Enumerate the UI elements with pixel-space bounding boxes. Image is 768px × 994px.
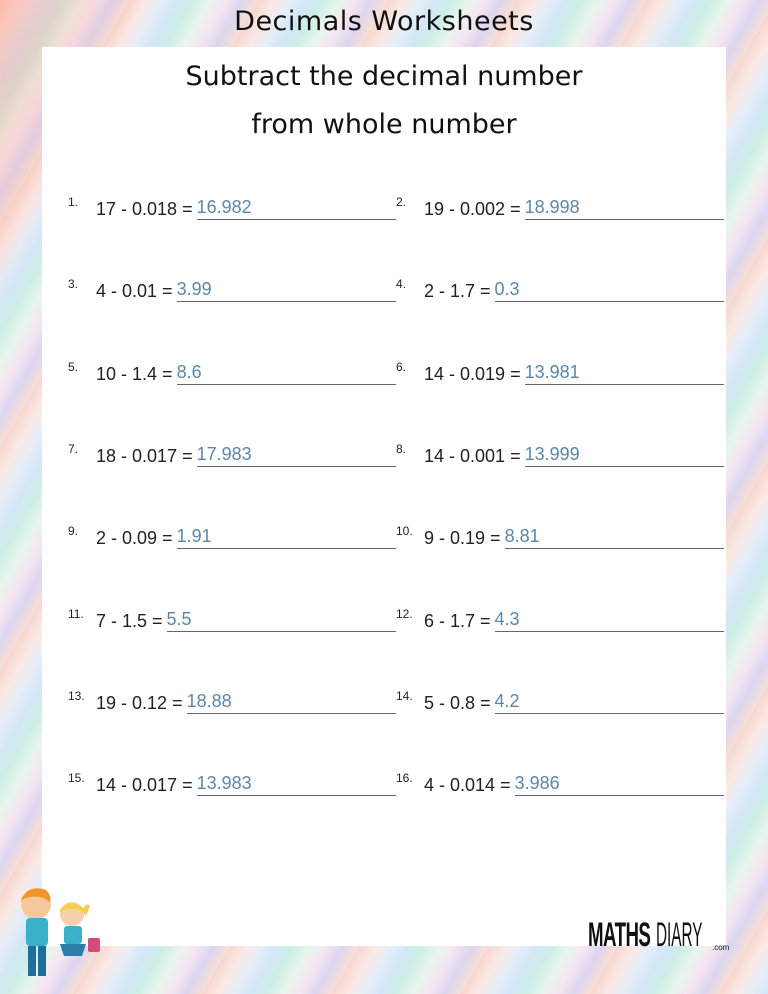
problem-expression: 18 - 0.017 = [96,445,193,466]
kids-illustration [8,882,112,986]
problem-number: 14. [396,688,413,703]
problem-item [68,524,378,554]
answer-field[interactable]: 5.5 [167,609,396,632]
problem-equation [96,197,396,220]
problem-number: 11. [68,606,84,621]
problem-equation [424,197,724,220]
problem-item [68,277,378,307]
problem-expression: 9 - 0.19 = [424,528,501,549]
answer-field[interactable]: 13.983 [197,773,396,796]
problem-expression: 19 - 0.002 = [424,199,521,219]
problem-number: 4. [396,277,407,292]
problem-equation [96,526,396,549]
problem-expression: 17 - 0.018 = [96,199,193,219]
problem-item [396,524,706,554]
problem-expression: 14 - 0.001 = [424,445,521,466]
answer-field[interactable]: 18.998 [525,197,724,220]
answer-field[interactable]: 16.982 [197,197,396,220]
problem-item [68,607,378,637]
problem-expression: 7 - 1.5 = [96,610,163,631]
problem-number: 10. [396,524,413,539]
worksheet-title-line1: Subtract the decimal number [185,61,583,92]
problem-item [68,442,378,472]
problem-number: 2. [396,195,407,209]
problem-item [68,195,378,225]
problem-item [396,771,706,801]
problem-item [396,195,706,225]
problem-equation [424,526,724,549]
problem-expression: 14 - 0.017 = [96,775,193,796]
problem-number: 8. [396,441,407,456]
problem-equation [96,609,396,632]
problem-number: 5. [68,359,79,374]
problem-equation [96,773,396,796]
answer-field[interactable]: 0.3 [495,279,724,302]
problem-item [396,689,706,719]
problem-expression: 14 - 0.019 = [424,363,521,384]
problem-expression: 4 - 0.014 = [424,775,511,796]
answer-field[interactable]: 4.2 [495,691,724,714]
logo-bold-text: MATHS [588,916,651,954]
answer-field[interactable]: 18.88 [187,691,396,714]
answer-field[interactable]: 13.999 [525,444,724,467]
problem-item [68,360,378,390]
logo-light-text: DIARY [656,916,703,954]
problem-number: 6. [396,359,407,374]
problem-item [396,360,706,390]
answer-field[interactable]: 1.91 [177,526,396,549]
logo-suffix: .com [712,943,730,952]
problem-equation [424,609,724,632]
header-title: Decimals Worksheets [234,6,534,37]
answer-field[interactable]: 17.983 [197,444,396,467]
problem-expression: 5 - 0.8 = [424,692,491,713]
problem-number: 15. [68,771,85,786]
answer-field[interactable]: 3.986 [515,773,724,796]
problem-item [68,689,378,719]
problem-expression: 2 - 1.7 = [424,281,491,302]
problem-equation [96,691,396,714]
problem-item [396,607,706,637]
problem-equation [424,444,724,467]
answer-field[interactable]: 13.981 [525,362,724,385]
problem-expression: 6 - 1.7 = [424,610,491,631]
problem-number: 9. [68,524,79,539]
answer-field[interactable]: 8.81 [505,526,724,549]
problem-number: 3. [68,277,79,292]
problem-equation [424,362,724,385]
answer-field[interactable]: 4.3 [495,609,724,632]
problem-equation [424,691,724,714]
problem-item [396,442,706,472]
answer-field[interactable]: 8.6 [177,362,396,385]
problem-expression: 4 - 0.01 = [96,281,173,302]
problem-equation [424,773,724,796]
problem-number: 16. [396,771,413,786]
problem-equation [96,362,396,385]
problem-number: 1. [68,195,79,209]
problem-expression: 19 - 0.12 = [96,692,183,713]
answer-field[interactable]: 3.99 [177,279,396,302]
problem-equation [96,279,396,302]
worksheet-title-line2: from whole number [251,109,517,140]
problem-equation [424,279,724,302]
problem-number: 7. [68,441,79,456]
problem-item [68,771,378,801]
mathsdiary-logo [588,918,729,952]
problem-item [396,277,706,307]
problem-number: 13. [68,688,85,703]
problem-equation [96,444,396,467]
problem-number: 12. [396,606,413,621]
worksheet [42,47,726,946]
problem-expression: 2 - 0.09 = [96,528,173,549]
problem-expression: 10 - 1.4 = [96,363,173,384]
